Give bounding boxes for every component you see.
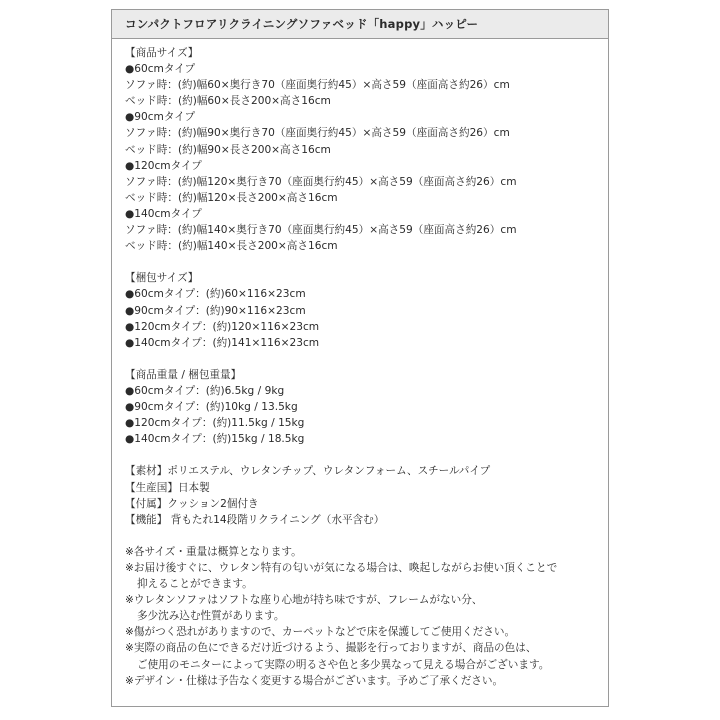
note-line: ※傷がつく恐れがありますので、カーペットなどで床を保護してご使用ください。 xyxy=(125,626,516,639)
spacer xyxy=(125,351,602,367)
function-line: 【機能】 背もたれ14段階リクライニング（水平含む） xyxy=(125,513,385,526)
material-line: 【素材】ポリエステル、ウレタンチップ、ウレタンフォーム、スチールパイプ xyxy=(125,465,491,478)
weight-line: ●140cmタイプ：(約)15kg / 18.5kg xyxy=(125,433,305,446)
note-line: ※実際の商品の色にできるだけ近づけるよう、撮影を行っておりますが、商品の色は、 xyxy=(125,642,537,655)
size-line: ●140cmタイプ xyxy=(125,207,202,220)
size-heading: 【商品サイズ】 xyxy=(125,47,199,59)
size-line: ベッド時：(約)幅60×長さ200×高さ16cm xyxy=(125,95,331,108)
note-line: 抑えることができます。 xyxy=(137,578,253,591)
size-line: ソファ時：(約)幅90×奥行き70（座面奥行約45）×高さ59（座面高さ約26）cm xyxy=(125,127,510,140)
spec-content xyxy=(125,45,602,689)
note-line: ※お届け後すぐに、ウレタン特有の匂いが気になる場合は、喚起しながらお使い頂くことで xyxy=(125,562,558,574)
product-spec-card xyxy=(111,9,609,707)
size-line: ●120cmタイプ xyxy=(125,159,202,172)
size-line: ソファ時：(約)幅140×奥行き70（座面奥行約45）×高さ59（座面高さ約26）cm xyxy=(125,224,517,237)
weight-heading: 【商品重量 / 梱包重量】 xyxy=(125,368,242,381)
weight-line: ●60cmタイプ：(約)6.5kg / 9kg xyxy=(125,384,285,397)
origin-line: 【生産国】日本製 xyxy=(125,481,210,494)
note-line: 多少沈み込む性質があります。 xyxy=(137,610,285,623)
size-line: ●60cmタイプ xyxy=(125,63,196,76)
package-line: ●140cmタイプ：(約)141×116×23cm xyxy=(125,336,320,349)
spacer xyxy=(125,528,602,544)
weight-line: ●120cmタイプ：(約)11.5kg / 15kg xyxy=(125,417,305,430)
size-line: ベッド時：(約)幅140×長さ200×高さ16cm xyxy=(125,240,338,253)
spacer xyxy=(125,254,602,270)
title-bar xyxy=(112,10,608,39)
size-line: ベッド時：(約)幅120×長さ200×高さ16cm xyxy=(125,191,338,204)
note-line: ※ウレタンソファはソフトな座り心地が持ち味ですが、フレームがない分、 xyxy=(125,594,483,607)
product-title: コンパクトフロアリクライニングソファベッド「happy」ハッピー xyxy=(125,17,479,31)
size-line: ●90cmタイプ xyxy=(125,111,196,124)
size-line: ベッド時：(約)幅90×長さ200×高さ16cm xyxy=(125,143,331,156)
package-line: ●90cmタイプ：(約)90×116×23cm xyxy=(125,304,306,317)
accessory-line: 【付属】クッション2個付き xyxy=(125,497,259,510)
package-line: ●60cmタイプ：(約)60×116×23cm xyxy=(125,288,306,301)
package-heading: 【梱包サイズ】 xyxy=(125,272,199,285)
package-line: ●120cmタイプ：(約)120×116×23cm xyxy=(125,320,320,333)
weight-line: ●90cmタイプ：(約)10kg / 13.5kg xyxy=(125,401,298,414)
note-line: ※各サイズ・重量は概算となります。 xyxy=(125,545,302,558)
size-line: ソファ時：(約)幅120×奥行き70（座面奥行約45）×高さ59（座面高さ約26）cm xyxy=(125,175,517,188)
note-line: ※デザイン・仕様は予告なく変更する場合がございます。予めご了承ください。 xyxy=(125,674,504,687)
size-line: ソファ時：(約)幅60×奥行き70（座面奥行約45）×高さ59（座面高さ約26）cm xyxy=(125,79,510,92)
spacer xyxy=(125,447,602,463)
note-line: ご使用のモニターによって実際の明るさや色と多少異なって見える場合がございます。 xyxy=(137,658,550,671)
